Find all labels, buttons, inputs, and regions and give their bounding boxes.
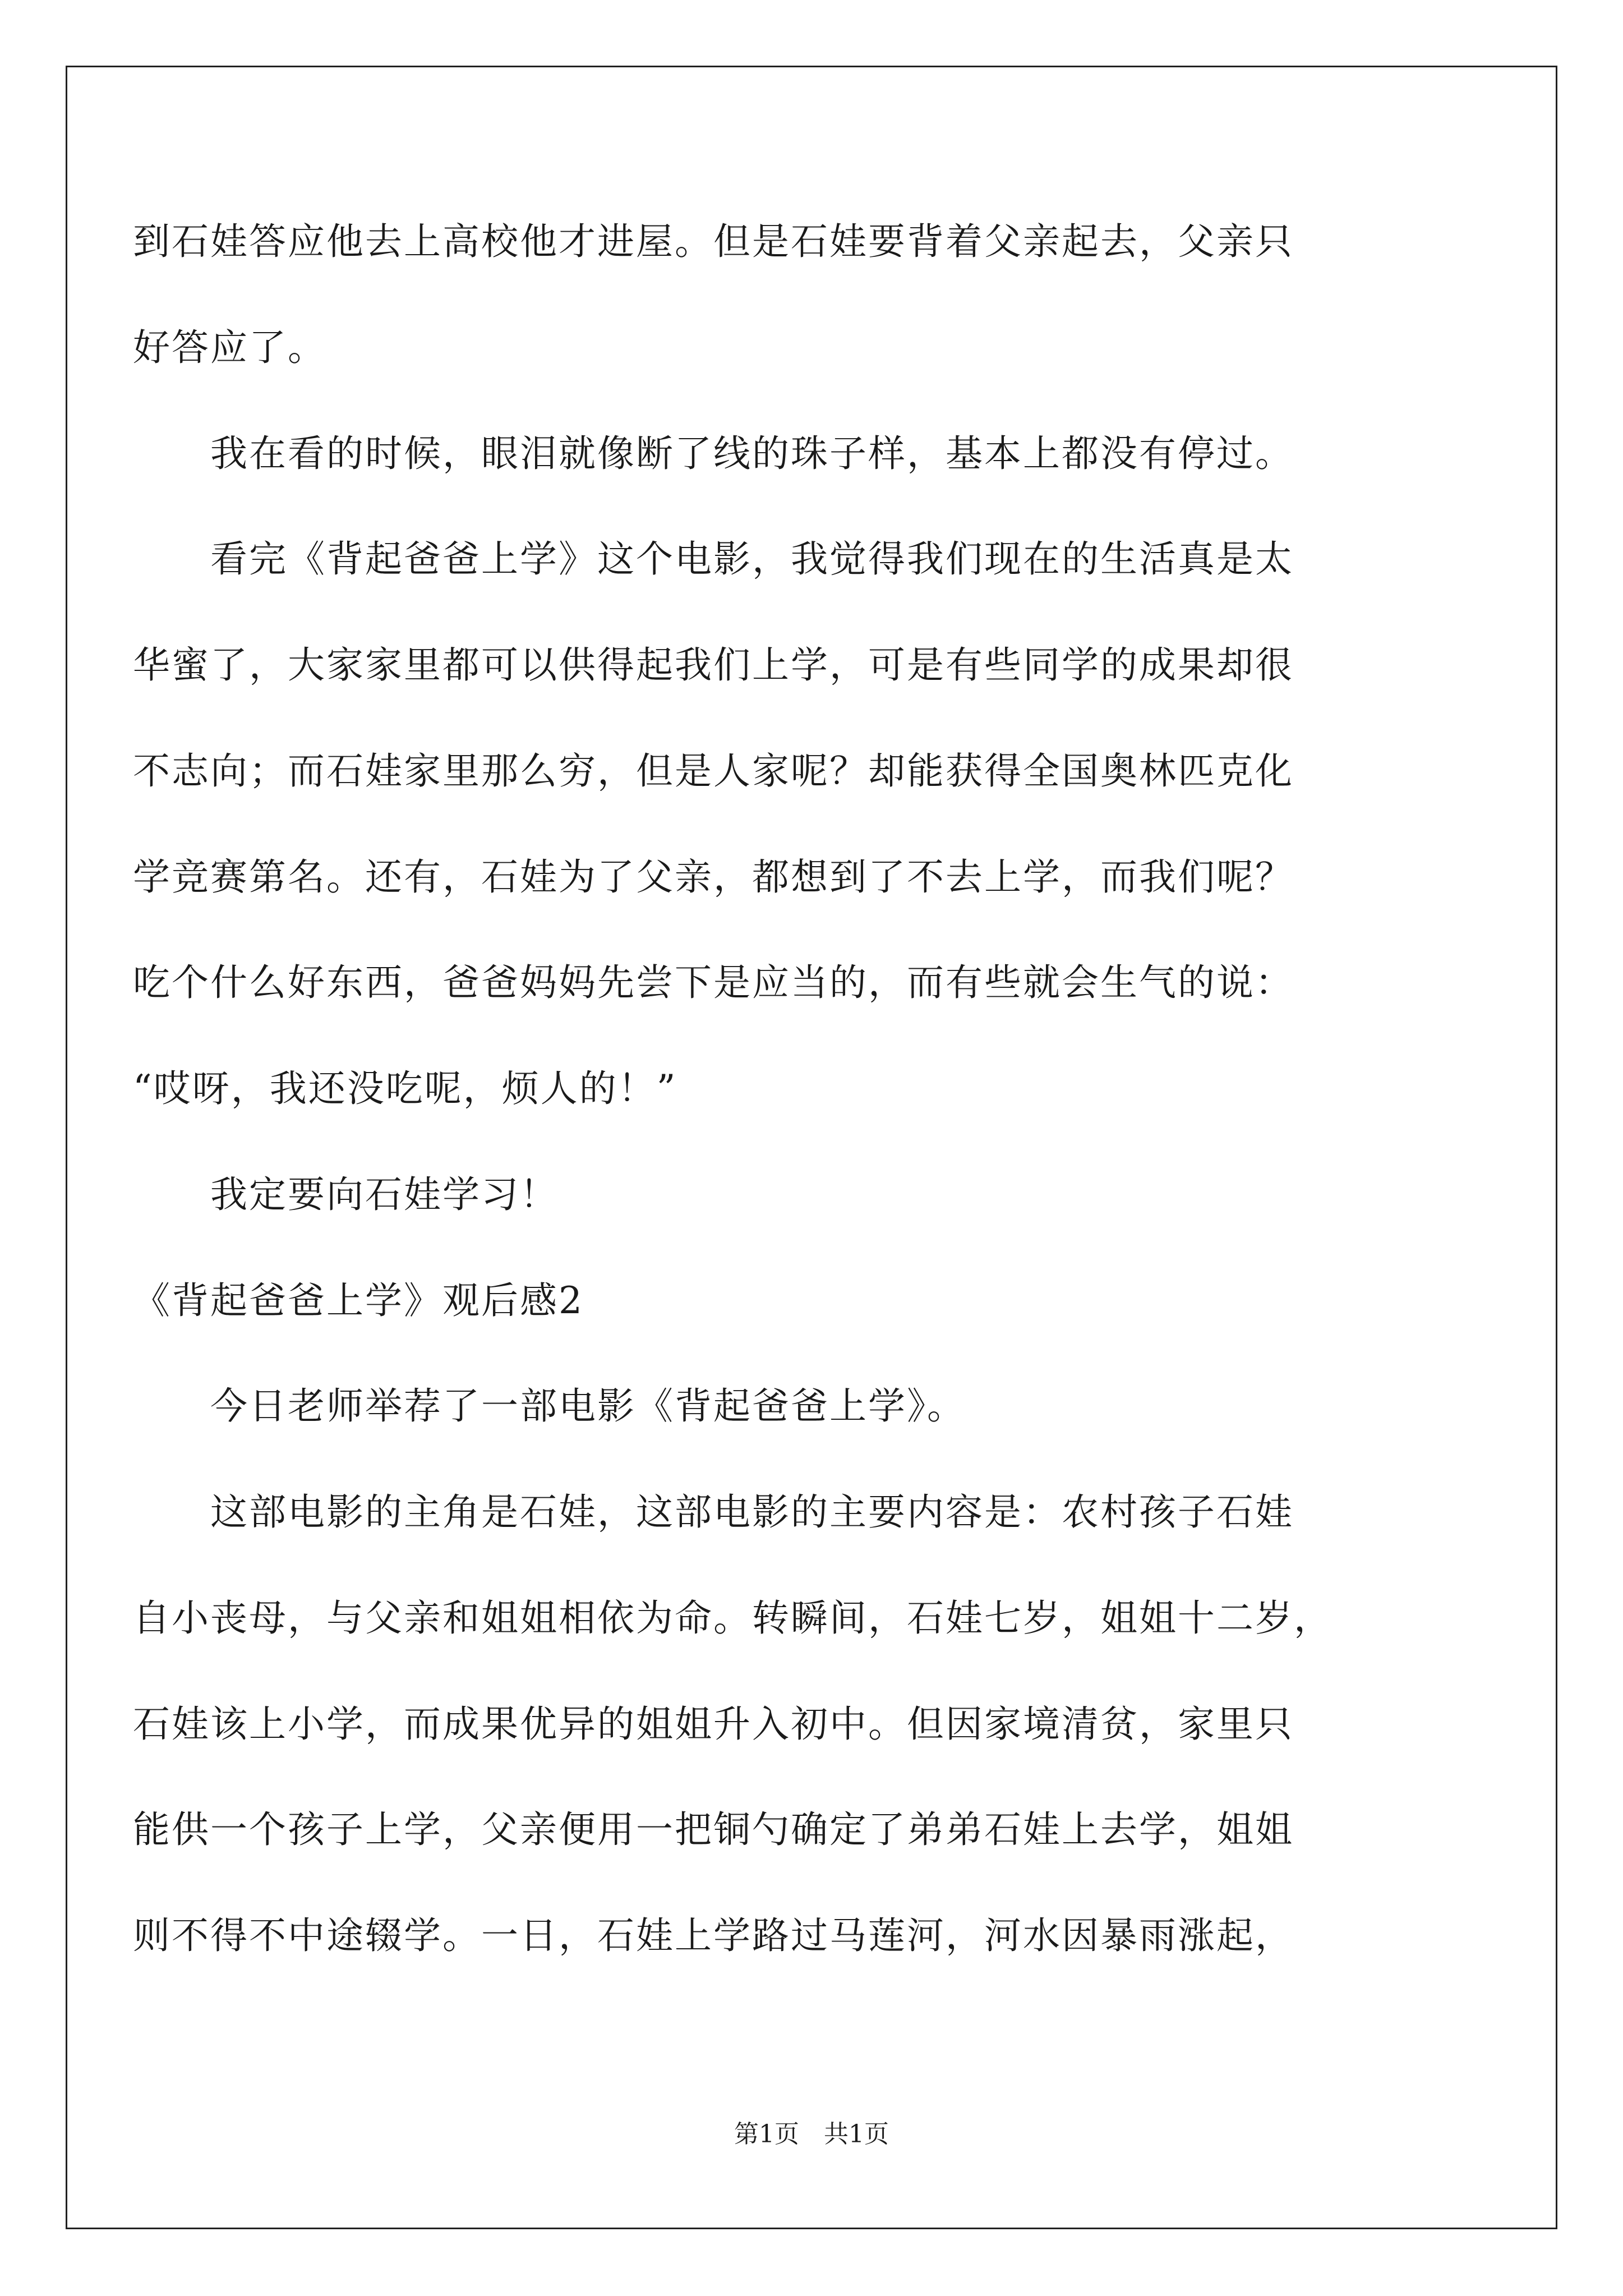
page-number-footer: 第1页 共1页 (734, 2120, 889, 2148)
text-line: 华蜜了，大家家里都可以供得起我们上学，可是有些同学的成果却很 (133, 643, 1294, 687)
text-line: “哎呀，我还没吃呢，烦人的！” (133, 1067, 677, 1110)
text-line: 到石娃答应他去上高校他才进屋。但是石娃要背着父亲起去，父亲只 (133, 220, 1294, 263)
text-line: 能供一个孩子上学，父亲便用一把铜勺确定了弟弟石娃上去学，姐姐 (133, 1808, 1294, 1851)
text-line: 我在看的时候，眼泪就像断了线的珠子样，基本上都没有停过。 (133, 432, 1294, 475)
text-line: 自小丧母，与父亲和姐姐相依为命。转瞬间，石娃七岁，姐姐十二岁， (133, 1596, 1332, 1640)
text-line: 吃个什么好东西，爸爸妈妈先尝下是应当的，而有些就会生气的说： (133, 961, 1294, 1004)
text-line: 我定要向石娃学习！ (133, 1173, 559, 1216)
text-line: 则不得不中途辍学。一日，石娃上学路过马莲河，河水因暴雨涨起， (133, 1914, 1294, 1957)
section-heading: 《背起爸爸上学》观后感2 (133, 1279, 584, 1322)
text-line: 不志向；而石娃家里那么穷，但是人家呢？却能获得全国奥林匹克化 (133, 749, 1294, 793)
text-line: 看完《背起爸爸上学》这个电影，我觉得我们现在的生活真是太 (133, 537, 1294, 581)
text-line: 石娃该上小学，而成果优异的姐姐升入初中。但因家境清贫，家里只 (133, 1703, 1294, 1746)
text-line: 学竞赛第名。还有，石娃为了父亲，都想到了不去上学，而我们呢？ (133, 855, 1294, 899)
text-line: 好答应了。 (133, 326, 326, 369)
text-line: 这部电影的主角是石娃，这部电影的主要内容是：农村孩子石娃 (133, 1490, 1294, 1534)
text-line: 今日老师举荐了一部电影《背起爸爸上学》。 (133, 1384, 966, 1428)
page-border (66, 66, 1557, 2229)
